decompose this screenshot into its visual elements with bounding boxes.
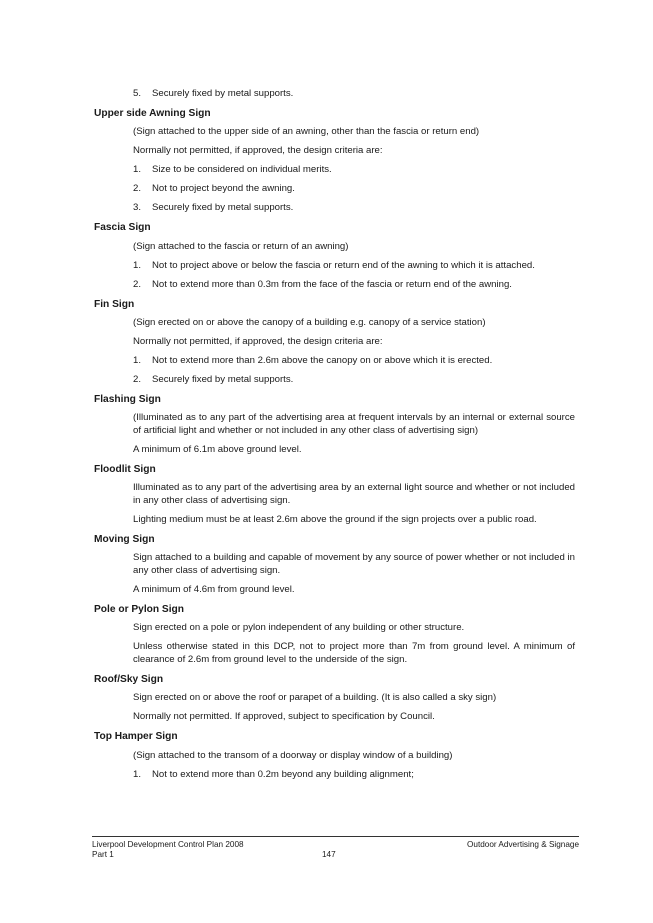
item-text: Not to extend more than 0.3m from the face of the fascia or return end of the awning. — [152, 278, 512, 290]
footer-document-title: Liverpool Development Control Plan 2008 — [92, 840, 244, 849]
item-text: Not to project beyond the awning. — [152, 183, 295, 195]
body-paragraph: Sign attached to a building and capable of movement by any source of power whether or not included in any other class of advertising sign. — [133, 552, 575, 576]
item-number: 2. — [133, 278, 142, 290]
body-paragraph: Lighting medium must be at least 2.6m above the ground if the sign projects over a public road. — [133, 513, 537, 525]
item-text: Not to extend more than 0.2m beyond any building alignment; — [152, 768, 414, 780]
section-heading: Fascia Sign — [94, 222, 151, 234]
item-number: 2. — [133, 373, 142, 385]
body-paragraph: (Sign attached to the fascia or return of an awning) — [133, 240, 349, 252]
body-paragraph: Illuminated as to any part of the advertising area by an external light source and whether or not included in any other class of advertising sign. — [133, 482, 575, 506]
footer-section-title: Outdoor Advertising & Signage — [467, 840, 579, 849]
item-text: Not to extend more than 2.6m above the canopy on or above which it is erected. — [152, 355, 493, 366]
body-paragraph: (Sign attached to the upper side of an awning, other than the fascia or return end) — [133, 126, 480, 138]
numbered-item — [0, 769, 653, 782]
section-heading: Fin Sign — [94, 298, 135, 310]
numbered-item — [0, 374, 653, 387]
body-paragraph: A minimum of 6.1m above ground level. — [133, 443, 302, 455]
section-heading: Top Hamper Sign — [94, 731, 178, 743]
item-number: 5. — [133, 88, 142, 99]
section-heading: Flashing Sign — [94, 393, 161, 405]
section-heading: Upper side Awning Sign — [94, 107, 211, 119]
numbered-item — [0, 279, 653, 292]
item-number: 1. — [133, 355, 142, 366]
body-paragraph: (Sign erected on or above the canopy of a building e.g. canopy of a service station) — [133, 317, 486, 329]
item-number: 1. — [133, 259, 142, 271]
item-number: 1. — [133, 768, 142, 780]
footer-part: Part 1 — [92, 849, 114, 859]
body-paragraph: Normally not permitted, if approved, the design criteria are: — [133, 336, 383, 348]
document-body — [0, 88, 653, 788]
body-paragraph: Normally not permitted. If approved, subject to specification by Council. — [133, 711, 435, 723]
item-text: Size to be considered on individual merits. — [152, 164, 332, 176]
body-paragraph: Sign erected on a pole or pylon independent of any building or other structure. — [133, 622, 465, 634]
body-paragraph: (Sign attached to the transom of a doorway or display window of a building) — [133, 749, 453, 761]
numbered-item — [0, 202, 653, 215]
item-text: Securely fixed by metal supports. — [152, 202, 294, 214]
numbered-item — [0, 164, 653, 177]
body-paragraph: Normally not permitted, if approved, the design criteria are: — [133, 145, 383, 157]
item-number: 1. — [133, 164, 142, 176]
numbered-item — [0, 260, 653, 273]
body-paragraph: Unless otherwise stated in this DCP, not to project more than 7m from ground level. A minimum of clearance of 2.6m from ground level to the underside of the sign. — [133, 641, 575, 665]
body-paragraph: A minimum of 4.6m from ground level. — [133, 583, 295, 595]
item-number: 2. — [133, 183, 142, 195]
body-paragraph: Sign erected on or above the roof or parapet of a building. (It is also called a sky sign) — [133, 692, 497, 704]
numbered-item — [0, 88, 653, 101]
item-number: 3. — [133, 202, 142, 214]
numbered-item — [0, 183, 653, 196]
item-text: Securely fixed by metal supports. — [152, 88, 294, 99]
page-number: 147 — [322, 849, 336, 859]
body-paragraph: (Illuminated as to any part of the advertising area at frequent intervals by an internal or external source of artificial light and whether or not included in any other class of advertising sign) — [133, 412, 575, 436]
section-heading: Floodlit Sign — [94, 463, 156, 475]
section-heading: Roof/Sky Sign — [94, 673, 164, 685]
numbered-item — [0, 355, 653, 368]
section-heading: Pole or Pylon Sign — [94, 603, 185, 615]
section-heading: Moving Sign — [94, 533, 155, 545]
item-text: Not to project above or below the fascia or return end of the awning to which it is attached. — [152, 259, 535, 271]
footer-rule — [92, 836, 579, 837]
page-footer — [92, 836, 579, 859]
item-text: Securely fixed by metal supports. — [152, 373, 294, 385]
